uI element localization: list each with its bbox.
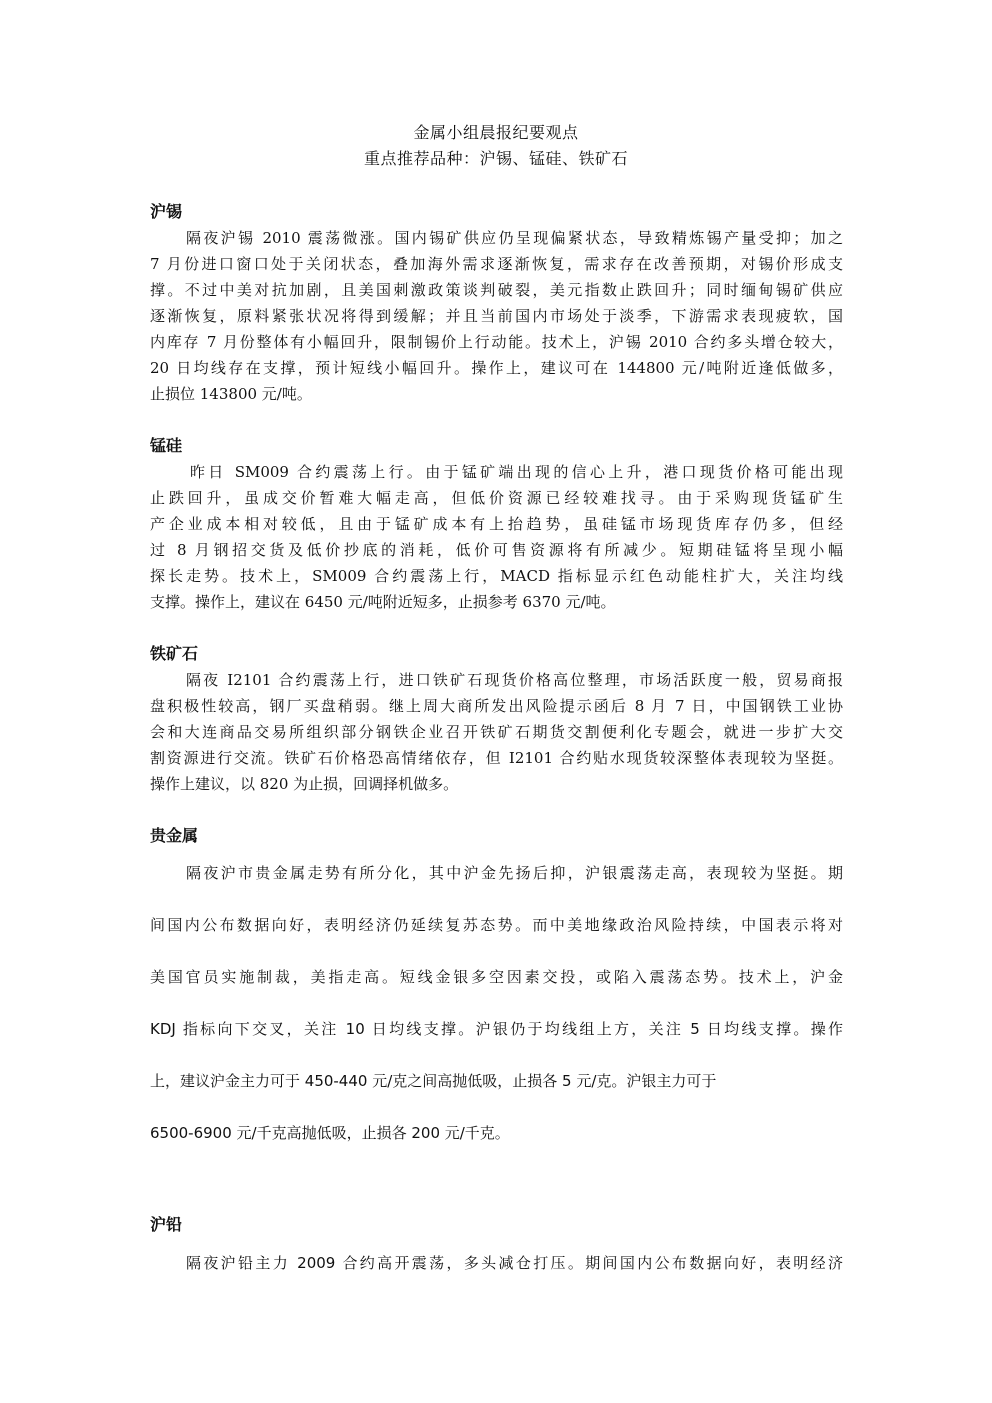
paragraph-line: 20 日均线存在支撑，预计短线小幅回升。操作上，建议可在 144800 元/吨附近逢低做多， [150, 359, 843, 377]
paragraph-line: 隔夜 I2101 合约震荡上行，进口铁矿石现货价格高位整理，市场活跃度一般，贸易商报 [186, 671, 843, 689]
paragraph-line: 操作上建议，以 820 为止损，回调择机做多。 [150, 775, 459, 793]
paragraph-line: 隔夜沪锡 2010 震荡微涨。国内锡矿供应仍呈现偏紧状态，导致精炼锡产量受抑；加之 [186, 229, 843, 247]
section-heading-precious-metals: 贵金属 [150, 826, 199, 845]
paragraph-line: 探长走势。技术上，SM009 合约震荡上行，MACD 指标显示红色动能柱扩大，关注均线 [150, 567, 843, 585]
paragraph-line: 产企业成本相对较低，且由于锰矿成本有上抬趋势，虽硅锰市场现货库存仍多，但经 [150, 515, 843, 533]
paragraph-line: 盘积极性较高，钢厂买盘稍弱。继上周大商所发出风险提示函后 8 月 7 日，中国钢铁工业协 [150, 697, 843, 715]
paragraph-line: 昨日 SM009 合约震荡上行。由于锰矿端出现的信心上升，港口现货价格可能出现 [190, 463, 843, 481]
paragraph-line: 过 8 月钢招交货及低价抄底的消耗，低价可售资源将有所减少。短期硅锰将呈现小幅 [150, 541, 843, 559]
paragraph-line: 止损位 143800 元/吨。 [150, 385, 312, 403]
section-heading-lead: 沪铅 [150, 1215, 183, 1234]
paragraph-line: 隔夜沪市贵金属走势有所分化，其中沪金先扬后抑，沪银震荡走高，表现较为坚挺。期 [186, 864, 843, 882]
section-heading-tin: 沪锡 [150, 202, 183, 221]
paragraph-line: 隔夜沪铅主力 2009 合约高开震荡，多头减仓打压。期间国内公布数据向好，表明经济 [186, 1254, 843, 1272]
paragraph-line: 间国内公布数据向好，表明经济仍延续复苏态势。而中美地缘政治风险持续，中国表示将对 [150, 916, 843, 934]
section-heading-silicomanganese: 锰硅 [150, 436, 183, 455]
paragraph-line: 止跌回升，虽成交价暂难大幅走高，但低价资源已经较难找寻。由于采购现货锰矿生 [150, 489, 843, 507]
paragraph-line: 美国官员实施制裁，美指走高。短线金银多空因素交投，或陷入震荡态势。技术上，沪金 [150, 968, 843, 986]
paragraph-line: 支撑。操作上，建议在 6450 元/吨附近短多，止损参考 6370 元/吨。 [150, 593, 616, 611]
paragraph-line: 6500-6900 元/千克高抛低吸，止损各 200 元/千克。 [150, 1124, 510, 1142]
paragraph-line: 7 月份进口窗口处于关闭状态，叠加海外需求逐渐恢复，需求存在改善预期，对锡价形成支 [150, 255, 843, 273]
paragraph-line: KDJ 指标向下交叉，关注 10 日均线支撑。沪银仍于均线组上方，关注 5 日均线支撑。操作 [150, 1020, 843, 1038]
paragraph-line: 撑。不过中美对抗加剧，且美国刺激政策谈判破裂，美元指数止跌回升；同时缅甸锡矿供应 [150, 281, 843, 299]
paragraph-line: 割资源进行交流。铁矿石价格恐高情绪依存，但 I2101 合约贴水现货较深整体表现较为坚挺。 [150, 749, 843, 767]
document-subtitle: 重点推荐品种：沪锡、锰硅、铁矿石 [363, 149, 628, 168]
document-title: 金属小组晨报纪要观点 [413, 123, 579, 142]
paragraph-line: 内库存 7 月份整体有小幅回升，限制锡价上行动能。技术上，沪锡 2010 合约多头增仓较大， [150, 333, 843, 351]
paragraph-line: 会和大连商品交易所组织部分钢铁企业召开铁矿石期货交割便利化专题会，就进一步扩大交 [150, 723, 843, 741]
paragraph-line: 上，建议沪金主力可于 450-440 元/克之间高抛低吸，止损各 5 元/克。沪银主力可于 [150, 1072, 717, 1090]
paragraph-line: 逐渐恢复，原料紧张状况将得到缓解；并且当前国内市场处于淡季，下游需求表现疲软，国 [150, 307, 843, 325]
section-heading-iron-ore: 铁矿石 [150, 644, 199, 663]
